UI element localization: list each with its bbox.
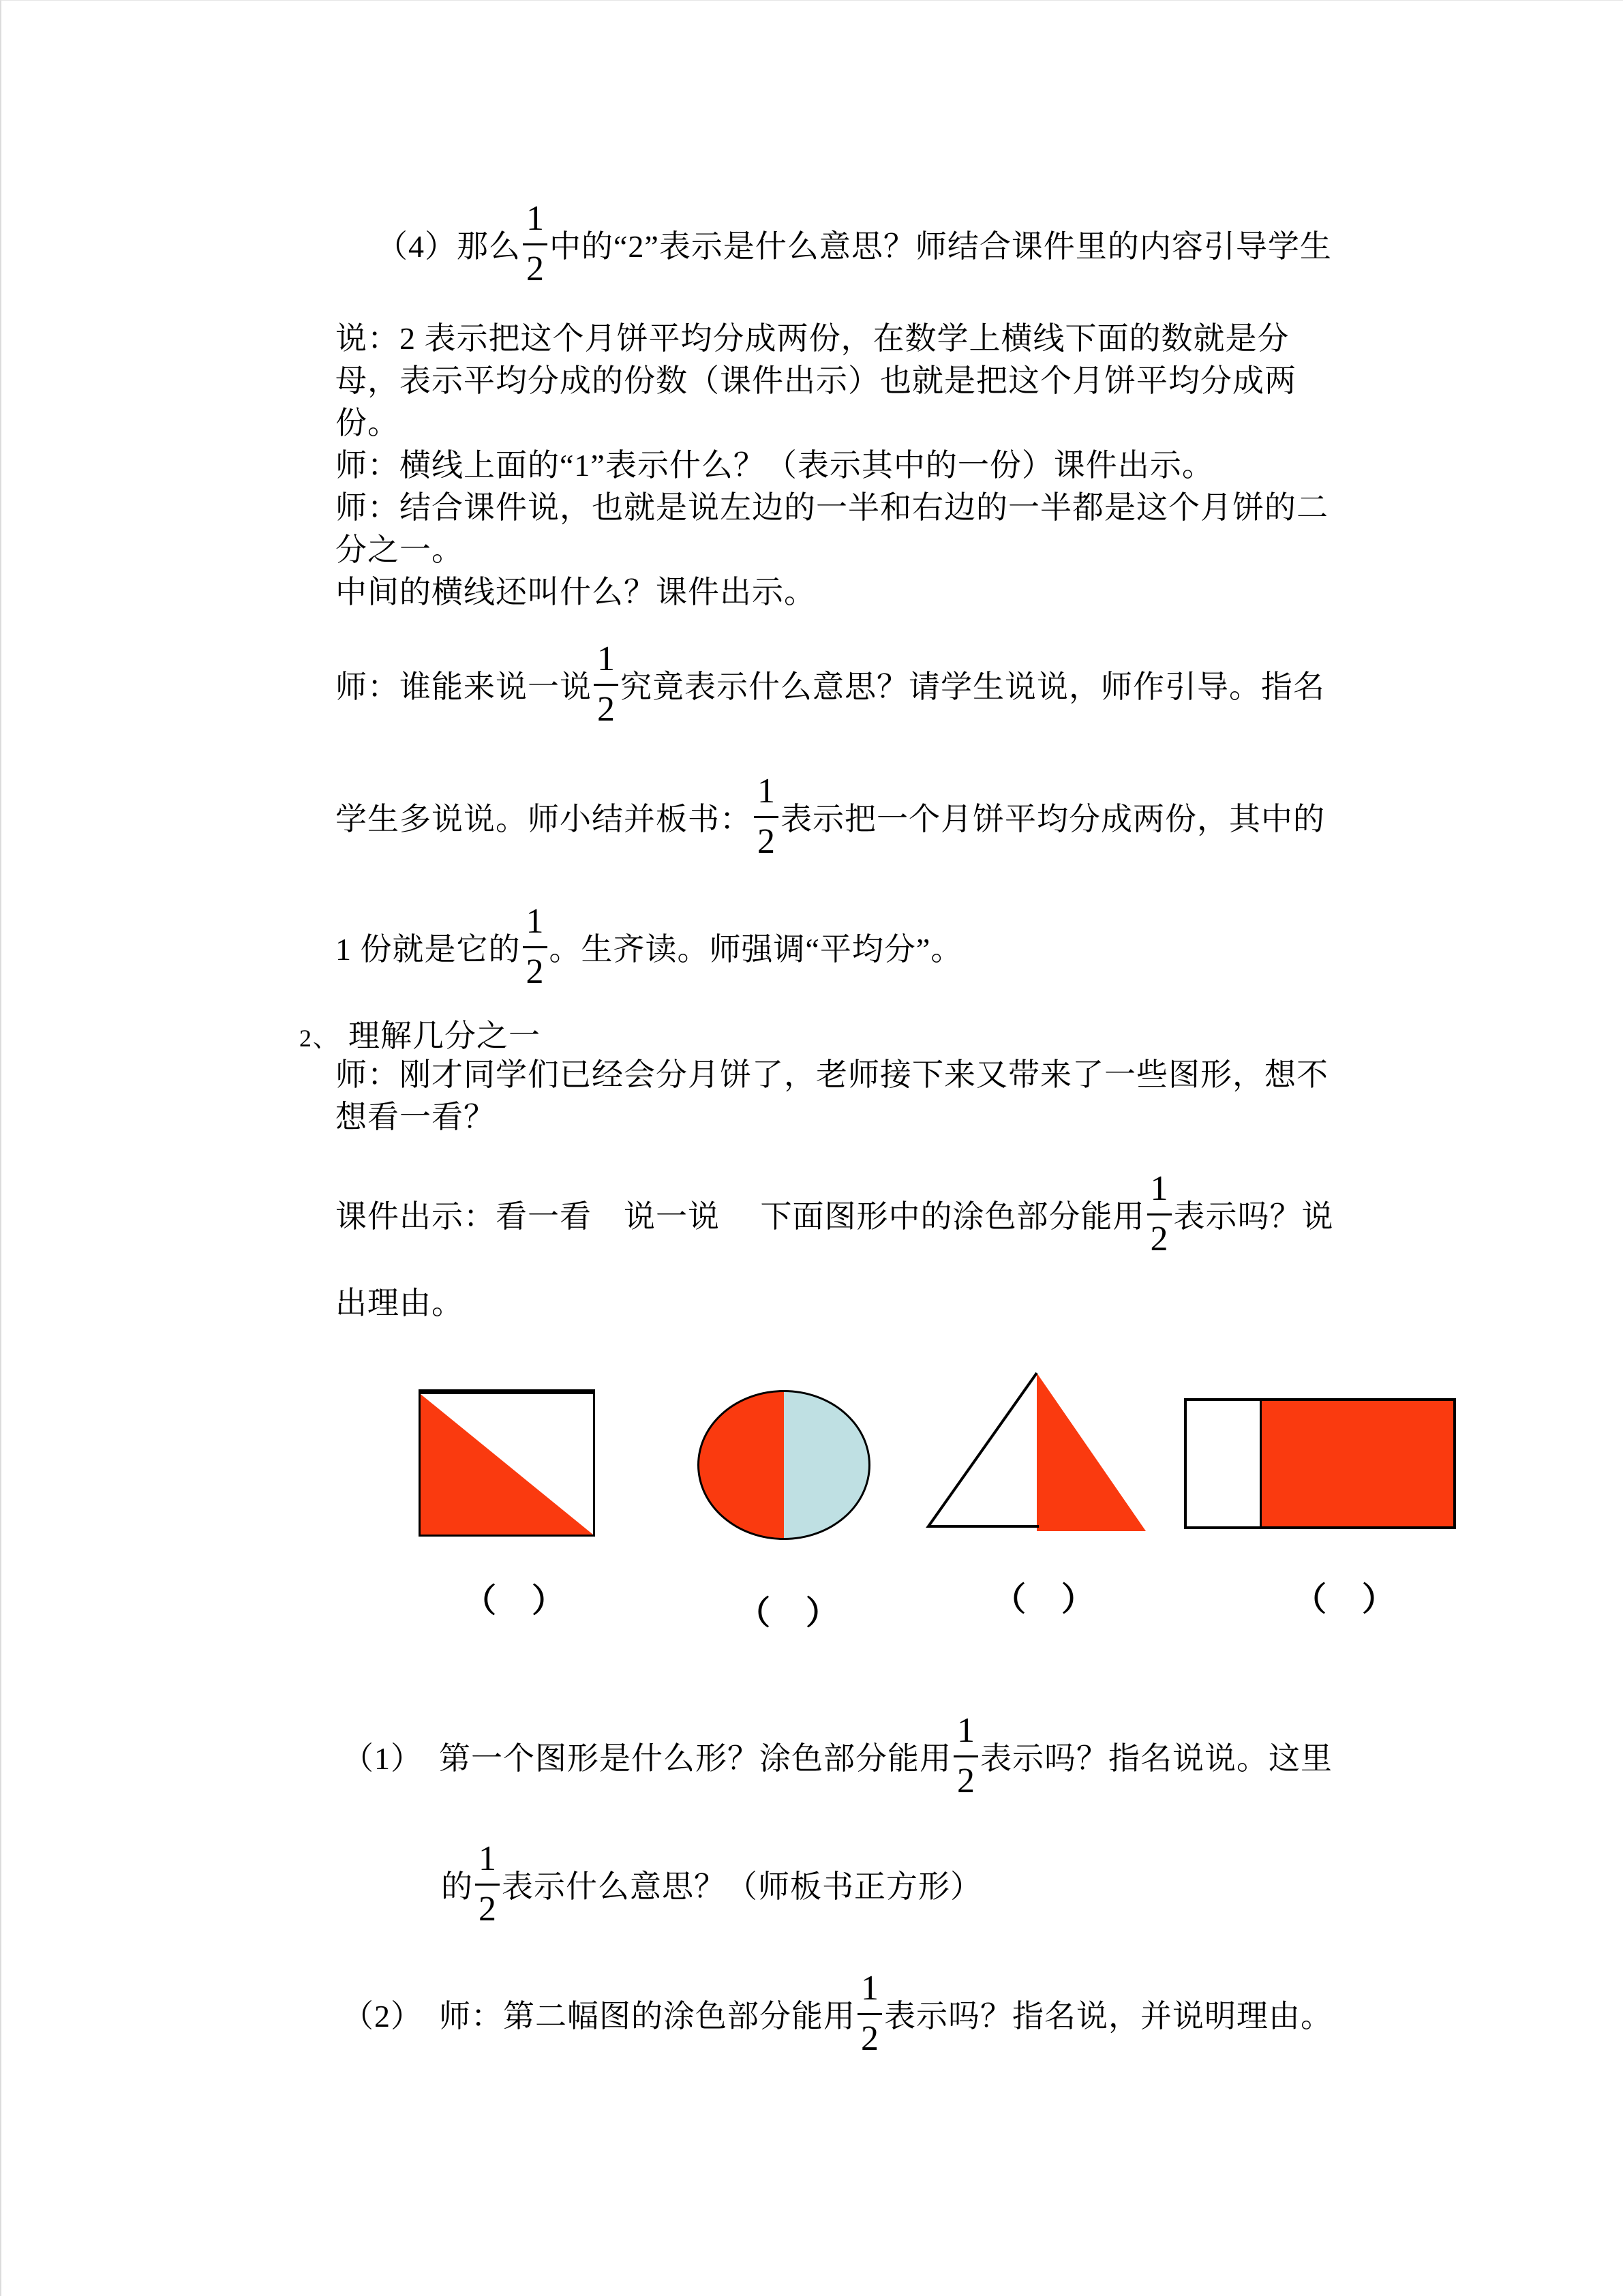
text-line: 份。	[335, 406, 399, 440]
fraction-one-half	[594, 635, 618, 733]
text-run: （4）那么	[376, 229, 521, 264]
text-run: 究竟表示什么意思？请学生说说，师作引导。指名	[620, 669, 1325, 704]
fraction-denominator: 2	[858, 2013, 882, 2063]
fraction-one-half	[523, 898, 547, 995]
paragraph-block-a	[335, 318, 1329, 614]
text-run: 表示把一个月饼平均分成两份，其中的	[780, 802, 1325, 836]
text-run: 学生多说说。师小结并板书：	[335, 802, 752, 836]
text-run: （2） 师：第二幅图的涂色部分能用	[342, 1999, 855, 2034]
fraction-one-half	[475, 1835, 500, 1933]
text-run: 课件出示：看一看 说一说 下面图形中的涂色部分能用	[335, 1199, 1145, 1234]
text-line: 师：结合课件说，也就是说左边的一半和右边的一半都是这个月饼的二	[335, 490, 1329, 525]
answer-blank-2: （ ）	[738, 1595, 840, 1631]
answer-blank-1: （ ）	[464, 1583, 566, 1619]
square-shaded-triangle-region	[421, 1394, 593, 1535]
fraction-denominator: 2	[954, 1755, 978, 1805]
text-line: 师：刚才同学们已经会分月饼了，老师接下来又带来了一些图形，想不	[335, 1057, 1329, 1092]
text-line: 说：2 表示把这个月饼平均分成两份，在数学上横线下面的数就是分	[335, 321, 1290, 356]
section-number: 2、	[299, 1025, 339, 1052]
text-run: 。生齐读。师强调“平均分”。	[549, 932, 963, 967]
paragraph-question1-cont	[441, 1826, 982, 1942]
fraction-one-half	[754, 768, 778, 865]
triangle-outline	[928, 1373, 1039, 1526]
paragraph-block-b	[335, 1054, 1329, 1138]
section-title: 理解几分之一	[348, 1018, 541, 1053]
paragraph-yifen	[335, 889, 962, 1005]
fraction-numerator: 1	[1150, 1169, 1168, 1209]
paragraph-kejian	[335, 1156, 1334, 1272]
shape-triangle	[926, 1370, 1151, 1537]
paragraph-question2	[342, 1956, 1333, 2072]
fraction-one-half	[858, 1965, 882, 2062]
rectangle-shaded-region	[1260, 1401, 1453, 1526]
fraction-denominator: 2	[594, 684, 618, 734]
paragraph-point4	[376, 186, 1332, 302]
answer-blank-4: （ ）	[1294, 1582, 1397, 1618]
text-run: 中的“2”表示是什么意思？师结合课件里的内容引导学生	[549, 229, 1332, 264]
fraction-denominator: 2	[523, 946, 547, 996]
section-heading-2	[299, 1011, 541, 1056]
fraction-numerator: 1	[861, 1969, 879, 2008]
fraction-numerator: 1	[526, 199, 544, 239]
text-run: 表示吗？说	[1173, 1199, 1334, 1234]
shape-rectangle	[1184, 1398, 1456, 1529]
text-run: 师：谁能来说一说	[335, 669, 592, 704]
shape-circle	[697, 1390, 870, 1540]
fraction-numerator: 1	[957, 1711, 975, 1751]
text-run: 表示吗？指名说，并说明理由。	[884, 1999, 1333, 2034]
text-line: 分之一。	[335, 532, 464, 567]
fraction-one-half	[954, 1707, 978, 1804]
text-run: 1 份就是它的	[335, 932, 521, 967]
fraction-denominator: 2	[475, 1884, 500, 1933]
fraction-denominator: 2	[1147, 1213, 1172, 1263]
text-line: 师：横线上面的“1”表示什么？（表示其中的一份）课件出示。	[335, 448, 1214, 483]
shape-square	[419, 1389, 595, 1537]
answer-blank-3: （ ）	[993, 1582, 1096, 1618]
fraction-one-half	[1147, 1165, 1172, 1263]
paragraph-shui-neng	[335, 626, 1325, 742]
fraction-numerator: 1	[479, 1839, 496, 1879]
paragraph-chuliyou: 出理由。	[335, 1286, 464, 1320]
text-line: 想看一看？	[335, 1100, 496, 1134]
fraction-numerator: 1	[526, 902, 544, 941]
fraction-one-half	[523, 195, 547, 292]
triangle-shaded-right-half	[1037, 1373, 1146, 1531]
fraction-numerator: 1	[757, 772, 775, 811]
text-line: 中间的横线还叫什么？课件出示。	[335, 575, 816, 609]
fraction-numerator: 1	[597, 639, 615, 679]
text-run: （1） 第一个图形是什么形？涂色部分能用	[342, 1741, 952, 1776]
text-run: 表示吗？指名说说。这里	[980, 1741, 1333, 1776]
text-run: 的	[441, 1869, 473, 1904]
fraction-denominator: 2	[523, 243, 547, 293]
fraction-denominator: 2	[754, 816, 778, 866]
paragraph-question1	[342, 1698, 1333, 1814]
text-run: 表示什么意思？（师板书正方形）	[502, 1869, 982, 1904]
text-line: 母，表示平均分成的份数（课件出示）也就是把这个月饼平均分成两	[335, 363, 1296, 398]
paragraph-xuesheng	[335, 759, 1325, 875]
